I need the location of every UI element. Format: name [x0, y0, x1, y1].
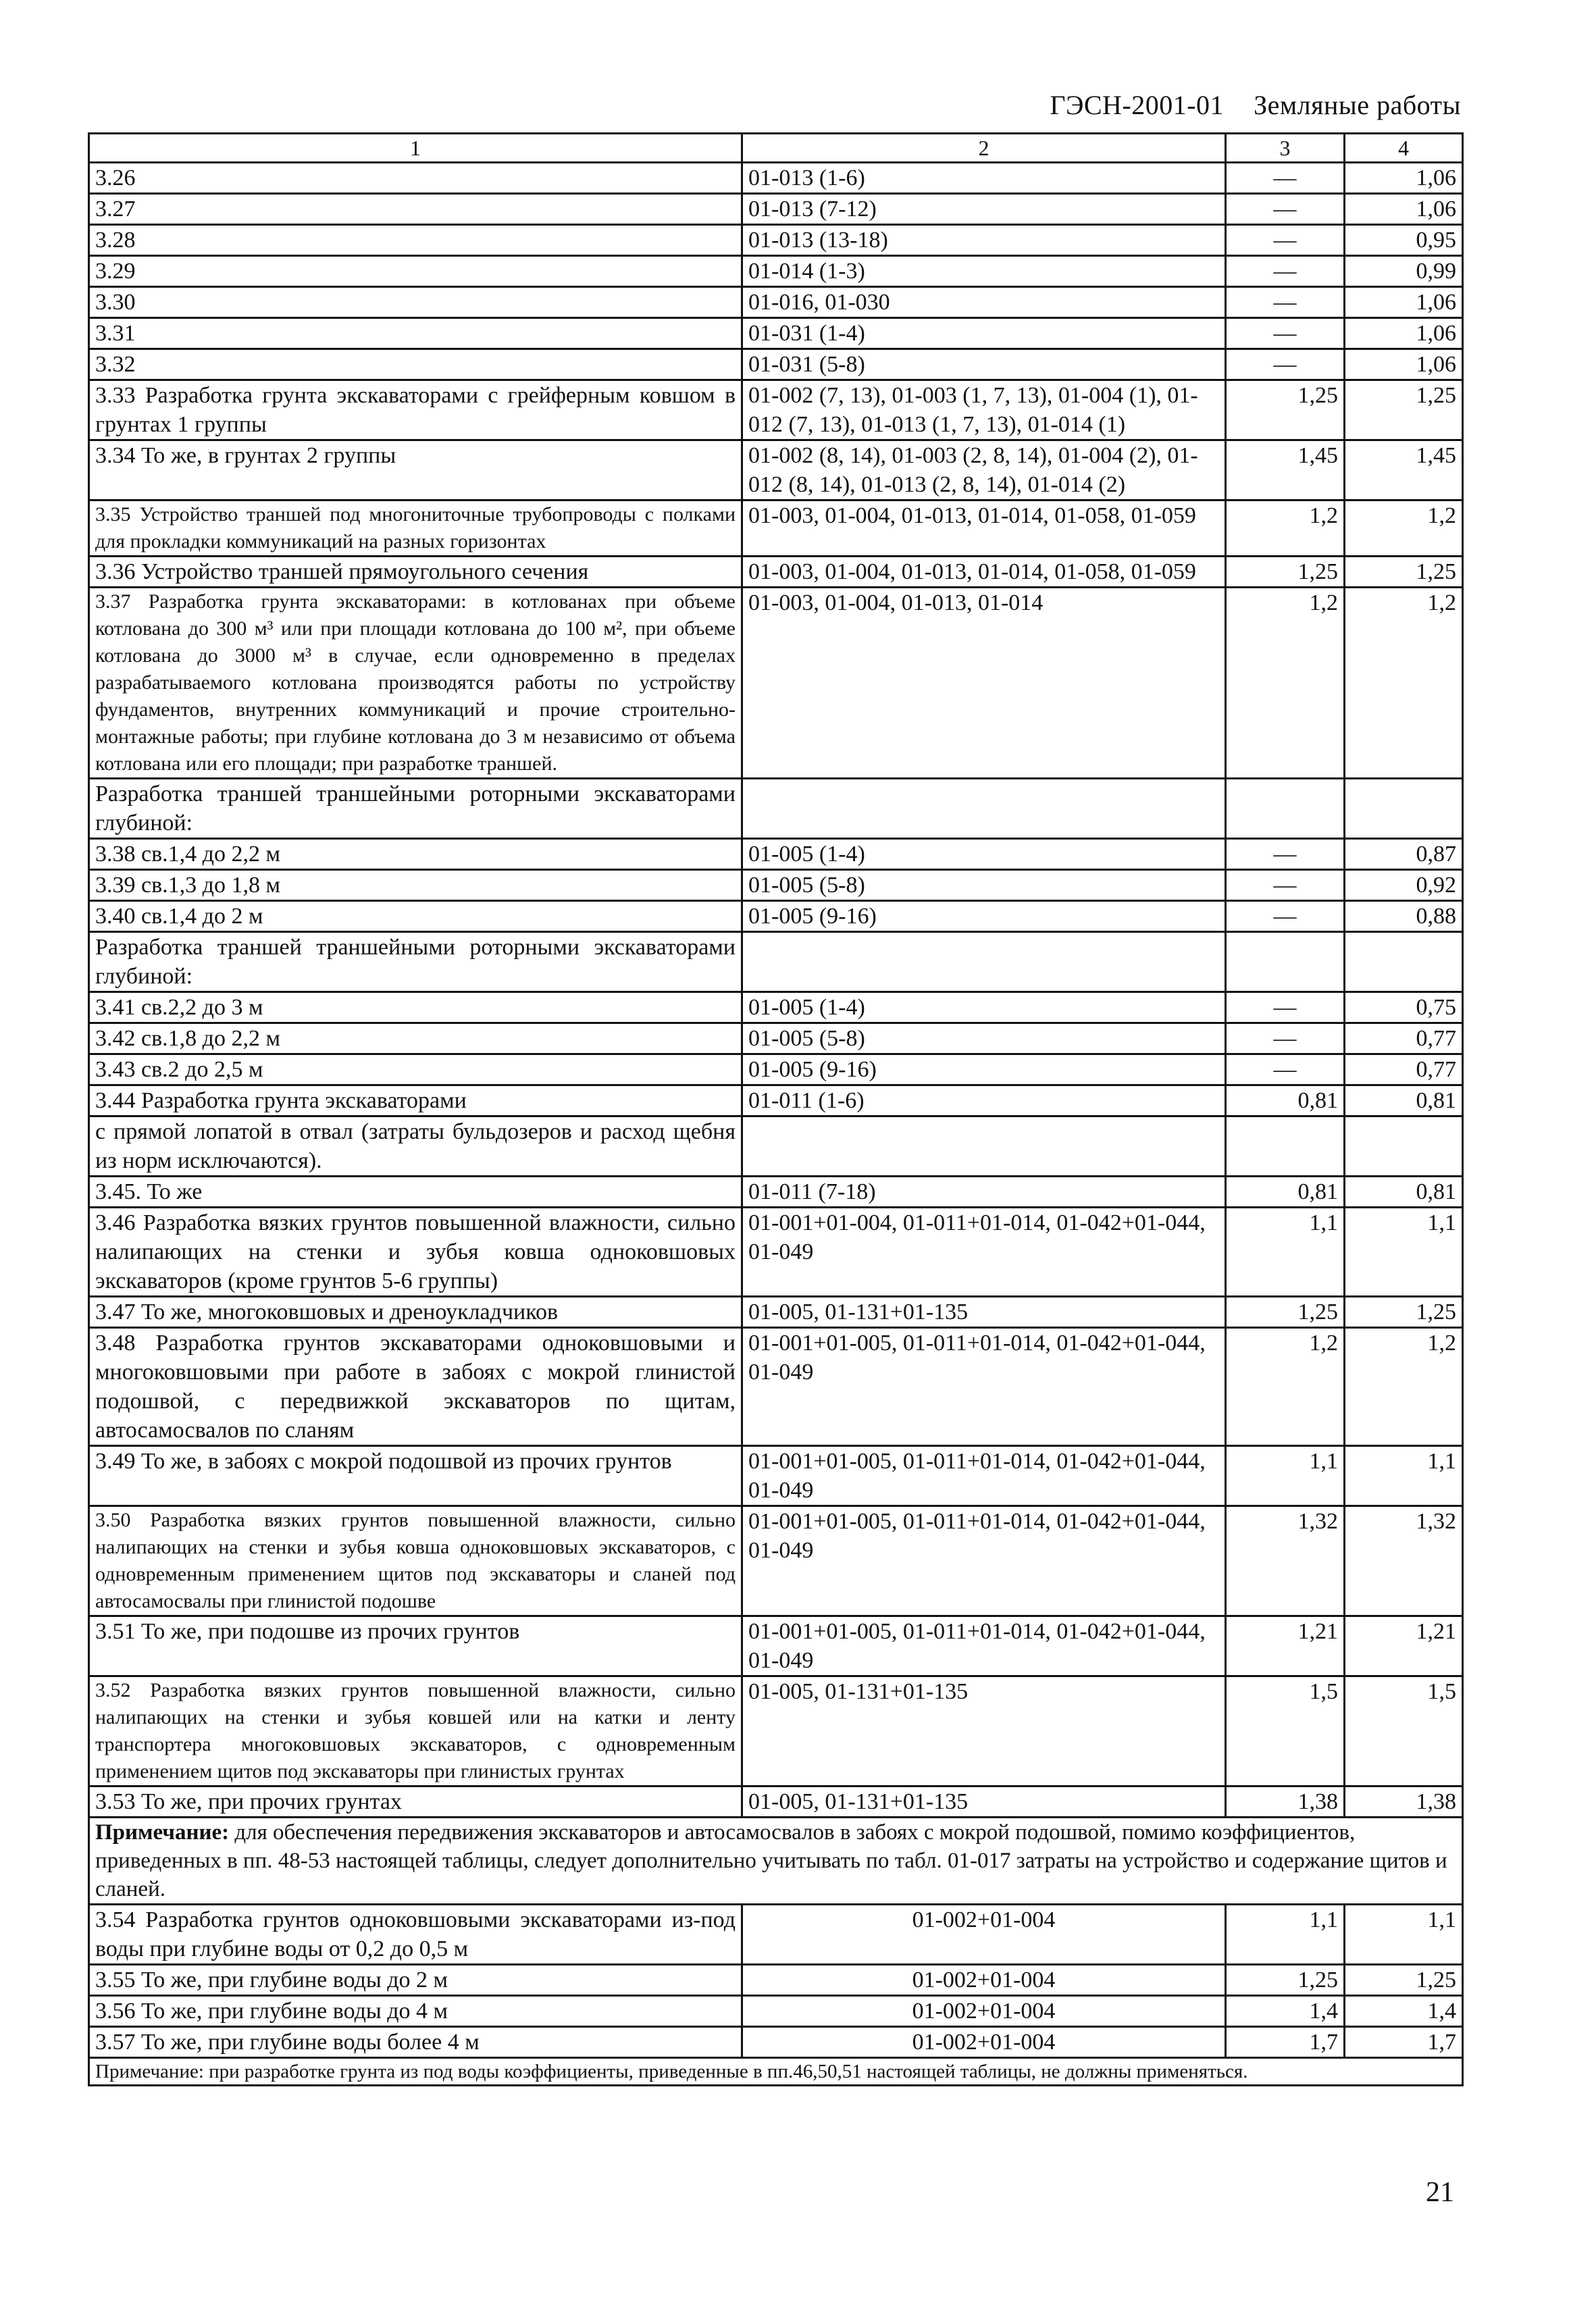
coefficient-cell: 1,7 [1226, 2027, 1345, 2058]
description-cell: 3.26 [89, 163, 742, 194]
coefficient-cell: 1,06 [1345, 349, 1463, 380]
coefficient-cell: 1,5 [1345, 1676, 1463, 1786]
code-cell: 01-002+01-004 [742, 1965, 1226, 1996]
section-title: Земляные работы [1254, 90, 1461, 120]
table-row [89, 380, 1463, 440]
coefficient-cell: — [1226, 287, 1345, 318]
code-cell: 01-002+01-004 [742, 1996, 1226, 2027]
coefficient-cell [1345, 1116, 1463, 1177]
coefficient-cell: 1,2 [1345, 588, 1463, 779]
coefficient-cell: 1,06 [1345, 163, 1463, 194]
table-row [89, 1177, 1463, 1208]
description-cell: Разработка траншей траншейными роторными экскаваторами глубиной: [89, 779, 742, 839]
description-cell: 3.35 Устройство траншей под многониточные трубопроводы с полками для прокладки коммуникаций на разных горизонтах [89, 500, 742, 557]
description-cell: 3.49 То же, в забоях с мокрой подошвой из прочих грунтов [89, 1446, 742, 1506]
code-cell: 01-002+01-004 [742, 1905, 1226, 1965]
column-header: 2 [742, 134, 1226, 163]
coefficient-cell: 1,1 [1226, 1446, 1345, 1506]
coefficient-cell: 1,2 [1226, 1328, 1345, 1446]
coefficient-cell: 1,32 [1345, 1506, 1463, 1616]
table-body [89, 163, 1463, 1818]
description-cell: 3.39 св.1,3 до 1,8 м [89, 870, 742, 901]
description-cell: 3.47 То же, многоковшовых и дреноукладчиков [89, 1297, 742, 1328]
coefficient-cell: — [1226, 901, 1345, 932]
coefficient-cell: 1,2 [1345, 500, 1463, 557]
coefficient-cell: 1,25 [1345, 1297, 1463, 1328]
table-row [89, 287, 1463, 318]
note-text: для обеспечения передвижения экскаваторов и автосамосвалов в забоях с мокрой подошвой, помимо коэффициентов, приведенных в пп. 48-53 настоящей таблицы, следует дополнительно учитывать по табл. 01-017 затраты на устройство и содержание щитов и сланей. [95, 1820, 1447, 1901]
column-header: 1 [89, 134, 742, 163]
table-row [89, 1965, 1463, 1996]
note-cell [89, 1818, 1463, 1905]
coefficient-cell [1226, 1116, 1345, 1177]
table-row [89, 1297, 1463, 1328]
coefficient-cell: 0,81 [1345, 1085, 1463, 1116]
code-cell: 01-031 (1-4) [742, 318, 1226, 349]
description-cell: Разработка траншей траншейными роторными экскаваторами глубиной: [89, 932, 742, 992]
code-cell: 01-001+01-005, 01-011+01-014, 01-042+01-044, 01-049 [742, 1506, 1226, 1616]
code-cell: 01-005, 01-131+01-135 [742, 1676, 1226, 1786]
table-row [89, 1996, 1463, 2027]
coefficient-cell: 1,2 [1226, 588, 1345, 779]
coefficient-cell: — [1226, 870, 1345, 901]
code-cell: 01-005, 01-131+01-135 [742, 1297, 1226, 1328]
coefficient-cell: 1,06 [1345, 318, 1463, 349]
coefficient-cell: — [1226, 318, 1345, 349]
description-cell: 3.56 То же, при глубине воды до 4 м [89, 1996, 742, 2027]
coefficient-cell [1345, 932, 1463, 992]
coefficient-cell: 1,21 [1345, 1616, 1463, 1676]
code-cell: 01-005, 01-131+01-135 [742, 1786, 1226, 1818]
coefficient-cell: — [1226, 1023, 1345, 1054]
coefficient-cell: 1,1 [1345, 1905, 1463, 1965]
code-cell: 01-005 (1-4) [742, 839, 1226, 870]
coefficient-cell: 1,25 [1226, 380, 1345, 440]
coefficient-cell [1345, 779, 1463, 839]
table-row [89, 901, 1463, 932]
table-row [89, 163, 1463, 194]
coefficient-cell: 0,75 [1345, 992, 1463, 1023]
coefficient-cell: — [1226, 225, 1345, 256]
description-cell: 3.38 св.1,4 до 2,2 м [89, 839, 742, 870]
table-row [89, 256, 1463, 287]
description-cell: 3.44 Разработка грунта экскаваторами [89, 1085, 742, 1116]
table-row [89, 1786, 1463, 1818]
coefficient-cell: 1,5 [1226, 1676, 1345, 1786]
code-cell: 01-003, 01-004, 01-013, 01-014, 01-058, 01-059 [742, 557, 1226, 588]
table-row [89, 1023, 1463, 1054]
description-cell: 3.27 [89, 194, 742, 225]
coefficient-cell: 1,32 [1226, 1506, 1345, 1616]
column-header: 3 [1226, 134, 1345, 163]
table-row [89, 1054, 1463, 1085]
coefficient-cell: 1,2 [1345, 1328, 1463, 1446]
code-cell: 01-005 (9-16) [742, 1054, 1226, 1085]
code-cell: 01-001+01-005, 01-011+01-014, 01-042+01-044, 01-049 [742, 1446, 1226, 1506]
description-cell: 3.36 Устройство траншей прямоугольного сечения [89, 557, 742, 588]
description-cell: 3.28 [89, 225, 742, 256]
table-row [89, 500, 1463, 557]
coefficients-table [88, 132, 1464, 2086]
code-cell: 01-013 (7-12) [742, 194, 1226, 225]
page-number: 21 [1426, 2177, 1454, 2208]
coefficient-cell: — [1226, 1054, 1345, 1085]
description-cell: 3.42 св.1,8 до 2,2 м [89, 1023, 742, 1054]
coefficient-cell: 1,38 [1345, 1786, 1463, 1818]
coefficient-cell: 1,1 [1226, 1905, 1345, 1965]
coefficient-cell: 0,88 [1345, 901, 1463, 932]
description-cell: 3.32 [89, 349, 742, 380]
column-number-row [89, 134, 1463, 163]
table-row [89, 870, 1463, 901]
coefficient-cell: 1,25 [1345, 380, 1463, 440]
description-cell: 3.46 Разработка вязких грунтов повышенной влажности, сильно налипающих на стенки и зубья ковша одноковшовых экскаваторов (кроме грунтов 5-6 группы) [89, 1208, 742, 1297]
coefficient-cell: 1,4 [1226, 1996, 1345, 2027]
table-row [89, 225, 1463, 256]
description-cell: 3.51 То же, при подошве из прочих грунтов [89, 1616, 742, 1676]
code-cell: 01-005 (5-8) [742, 1023, 1226, 1054]
table-row [89, 2027, 1463, 2058]
table-row [89, 557, 1463, 588]
coefficient-cell: — [1226, 839, 1345, 870]
coefficient-cell: — [1226, 349, 1345, 380]
description-cell: 3.29 [89, 256, 742, 287]
page-header [1050, 89, 1461, 121]
coefficient-cell: 1,7 [1345, 2027, 1463, 2058]
description-cell: 3.43 св.2 до 2,5 м [89, 1054, 742, 1085]
code-cell: 01-005 (1-4) [742, 992, 1226, 1023]
coefficient-cell: 1,1 [1345, 1446, 1463, 1506]
coefficient-cell: — [1226, 194, 1345, 225]
table-row [89, 779, 1463, 839]
description-cell: 3.40 св.1,4 до 2 м [89, 901, 742, 932]
description-cell: 3.50 Разработка вязких грунтов повышенной влажности, сильно налипающих на стенки и зубья ковша одноковшовых экскаваторов, с одновременным применением щитов под экскаваторы и сланей под автосамосвалы при глинистой подошве [89, 1506, 742, 1616]
description-cell: 3.37 Разработка грунта экскаваторами: в котлованах при объеме котлована до 300 м³ или при площади котлована до 100 м², при объеме котлована до 3000 м³ в случае, если одновременно в пределах разрабатываемого котлована производятся работы по устройству фундаментов, внутренних коммуникаций и прочие строительно-монтажные работы; при глубине котлована до 3 м независимо от объема котлована или его площади; при разработке траншей. [89, 588, 742, 779]
description-cell: 3.33 Разработка грунта экскаваторами с грейферным ковшом в грунтах 1 группы [89, 380, 742, 440]
coefficient-cell: — [1226, 992, 1345, 1023]
note-label: Примечание: [95, 1820, 230, 1845]
description-cell: 3.54 Разработка грунтов одноковшовыми экскаваторами из-под воды при глубине воды от 0,2 до 0,5 м [89, 1905, 742, 1965]
table-row [89, 1085, 1463, 1116]
coefficient-cell: 1,06 [1345, 287, 1463, 318]
code-cell: 01-011 (7-18) [742, 1177, 1226, 1208]
note-row [89, 2058, 1463, 2086]
coefficient-cell: 1,06 [1345, 194, 1463, 225]
document-code: ГЭСН-2001-01 [1050, 90, 1225, 120]
coefficient-cell: 1,1 [1226, 1208, 1345, 1297]
table-row [89, 318, 1463, 349]
table-row [89, 932, 1463, 992]
description-cell: с прямой лопатой в отвал (затраты бульдозеров и расход щебня из норм исключаются). [89, 1116, 742, 1177]
table-row [89, 1616, 1463, 1676]
table-row [89, 1446, 1463, 1506]
coefficient-cell: — [1226, 256, 1345, 287]
table-row [89, 1208, 1463, 1297]
coefficient-cell: 0,77 [1345, 1023, 1463, 1054]
code-cell: 01-001+01-004, 01-011+01-014, 01-042+01-044, 01-049 [742, 1208, 1226, 1297]
description-cell: 3.53 То же, при прочих грунтах [89, 1786, 742, 1818]
code-cell: 01-016, 01-030 [742, 287, 1226, 318]
coefficient-cell: 1,25 [1226, 1965, 1345, 1996]
coefficient-cell [1226, 932, 1345, 992]
table-row [89, 1328, 1463, 1446]
coefficient-cell: — [1226, 163, 1345, 194]
code-cell: 01-005 (5-8) [742, 870, 1226, 901]
code-cell: 01-002 (7, 13), 01-003 (1, 7, 13), 01-004 (1), 01-012 (7, 13), 01-013 (1, 7, 13), 01-014 (1) [742, 380, 1226, 440]
code-cell: 01-005 (9-16) [742, 901, 1226, 932]
coefficient-cell [1226, 779, 1345, 839]
coefficient-cell: 1,25 [1345, 1965, 1463, 1996]
code-cell: 01-002+01-004 [742, 2027, 1226, 2058]
note-row [89, 1818, 1463, 1905]
table-row [89, 440, 1463, 500]
coefficient-cell: 0,99 [1345, 256, 1463, 287]
coefficient-cell: 0,92 [1345, 870, 1463, 901]
table-row [89, 992, 1463, 1023]
description-cell: 3.41 св.2,2 до 3 м [89, 992, 742, 1023]
code-cell: 01-001+01-005, 01-011+01-014, 01-042+01-044, 01-049 [742, 1616, 1226, 1676]
coefficient-cell: 1,25 [1226, 557, 1345, 588]
coefficient-cell: 1,1 [1345, 1208, 1463, 1297]
table-row [89, 1506, 1463, 1616]
code-cell: 01-011 (1-6) [742, 1085, 1226, 1116]
coefficient-cell: 0,81 [1345, 1177, 1463, 1208]
code-cell: 01-013 (13-18) [742, 225, 1226, 256]
code-cell: 01-013 (1-6) [742, 163, 1226, 194]
coefficient-cell: 1,25 [1226, 1297, 1345, 1328]
table-row [89, 1116, 1463, 1177]
note-cell: Примечание: при разработке грунта из под воды коэффициенты, приведенные в пп.46,50,51 настоящей таблицы, не должны применяться. [89, 2058, 1463, 2086]
code-cell: 01-001+01-005, 01-011+01-014, 01-042+01-044, 01-049 [742, 1328, 1226, 1446]
table-row [89, 1676, 1463, 1786]
table-row [89, 839, 1463, 870]
table-body-underwater [89, 1905, 1463, 2058]
code-cell: 01-003, 01-004, 01-013, 01-014 [742, 588, 1226, 779]
coefficient-cell: 0,81 [1226, 1177, 1345, 1208]
coefficients-table-container [88, 132, 1462, 2086]
description-cell: 3.48 Разработка грунтов экскаваторами одноковшовыми и многоковшовыми при работе в забоях с мокрой глинистой подошвой, с передвижкой экскаваторов по щитам, автосамосвалов по сланям [89, 1328, 742, 1446]
code-cell [742, 932, 1226, 992]
coefficient-cell: 1,21 [1226, 1616, 1345, 1676]
coefficient-cell: 0,87 [1345, 839, 1463, 870]
coefficient-cell: 0,95 [1345, 225, 1463, 256]
description-cell: 3.31 [89, 318, 742, 349]
code-cell [742, 779, 1226, 839]
coefficient-cell: 1,45 [1226, 440, 1345, 500]
code-cell: 01-002 (8, 14), 01-003 (2, 8, 14), 01-004 (2), 01-012 (8, 14), 01-013 (2, 8, 14), 01-014 (2) [742, 440, 1226, 500]
description-cell: 3.30 [89, 287, 742, 318]
description-cell: 3.52 Разработка вязких грунтов повышенной влажности, сильно налипающих на стенки и зубья ковшей или на катки и ленту транспортера многоковшовых экскаваторов, с одновременным применением щитов под экскаваторы при глинистых грунтах [89, 1676, 742, 1786]
coefficient-cell: 1,4 [1345, 1996, 1463, 2027]
coefficient-cell: 0,77 [1345, 1054, 1463, 1085]
table-row [89, 194, 1463, 225]
description-cell: 3.34 То же, в грунтах 2 группы [89, 440, 742, 500]
code-cell: 01-014 (1-3) [742, 256, 1226, 287]
code-cell: 01-003, 01-004, 01-013, 01-014, 01-058, 01-059 [742, 500, 1226, 557]
description-cell: 3.45. То же [89, 1177, 742, 1208]
table-row [89, 588, 1463, 779]
code-cell: 01-031 (5-8) [742, 349, 1226, 380]
table-row [89, 1905, 1463, 1965]
coefficient-cell: 1,2 [1226, 500, 1345, 557]
code-cell [742, 1116, 1226, 1177]
table-row [89, 349, 1463, 380]
coefficient-cell: 0,81 [1226, 1085, 1345, 1116]
coefficient-cell: 1,45 [1345, 440, 1463, 500]
description-cell: 3.55 То же, при глубине воды до 2 м [89, 1965, 742, 1996]
column-header: 4 [1345, 134, 1463, 163]
coefficient-cell: 1,38 [1226, 1786, 1345, 1818]
description-cell: 3.57 То же, при глубине воды более 4 м [89, 2027, 742, 2058]
coefficient-cell: 1,25 [1345, 557, 1463, 588]
